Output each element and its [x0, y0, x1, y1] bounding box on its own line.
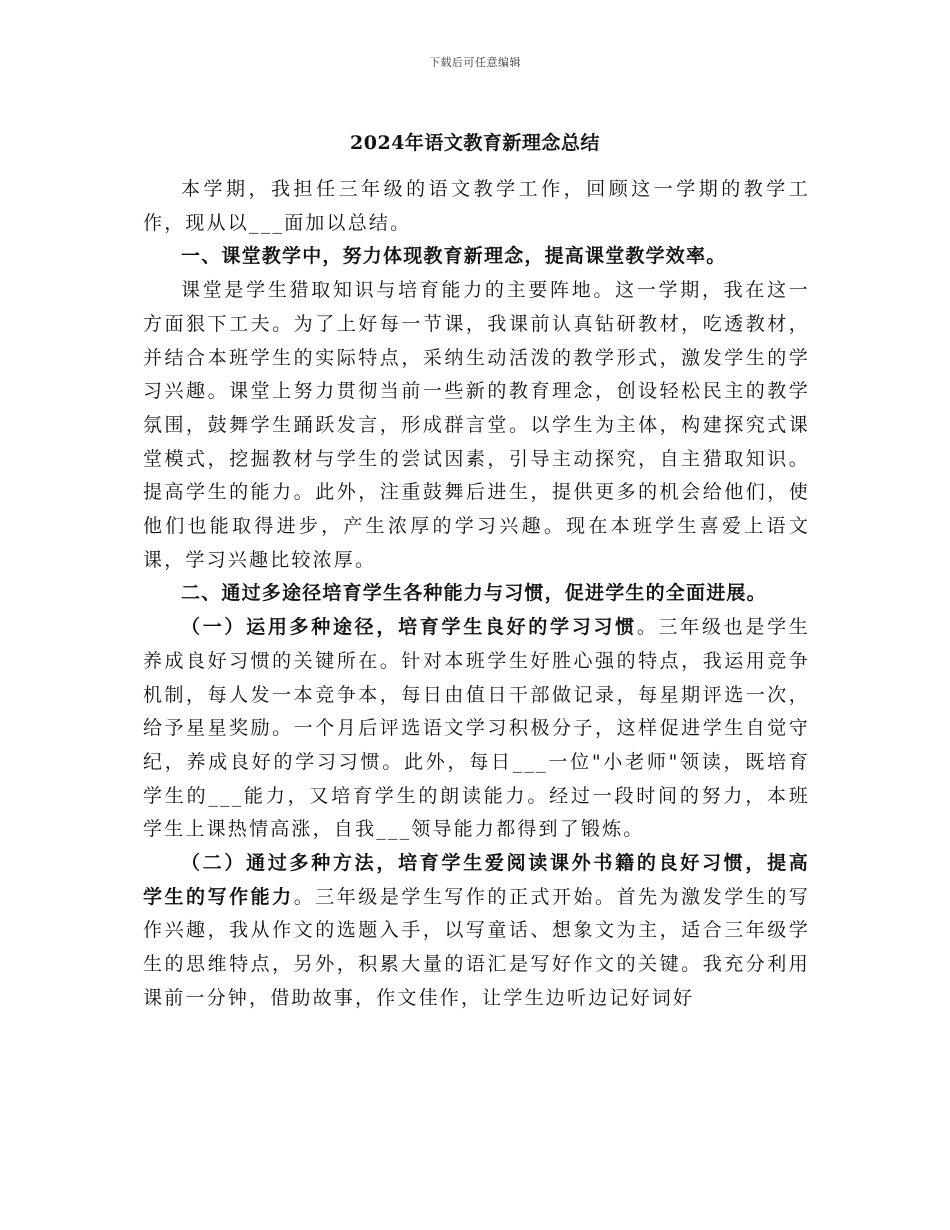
section-2-sub-2-paragraph — [143, 847, 810, 1016]
intro-paragraph: 本学期，我担任三年级的语文教学工作，回顾这一学期的教学工作，现从以___面加以总结。 — [143, 178, 810, 234]
section-2-heading: 二、通过多途径培育学生各种能力与习惯，促进学生的全面进展。 — [181, 582, 767, 605]
section-2-sub-1-text: 。三年级也是学生养成良好习惯的关键所在。针对本班学生好胜心强的特点，我运用竞争机制，每人发一本竞争本，每日由值日干部做记录，每星期评选一次，给予星星奖励。一个月后评选语文学习积极分子，这样促进学生自觉守纪，养成良好的学习习惯。此外，每日___一位"小老师"领读，既培育学生的___能力，又培育学生的朗读能力。经过一段时间的努力，本班学生上课热情高涨，自我___领导能力都得到了锻炼。 — [143, 616, 810, 841]
document-title: 2024年语文教育新理念总结 — [350, 132, 600, 154]
section-2-sub-2-text: 。三年级是学生写作的正式开始。首先为激发学生的写作兴趣，我从作文的选题入手，以写童话、想象文为主，适合三年级学生的思维特点，另外，积累大量的语汇是写好作文的关键。我充分利用课前一分钟，借助故事，作文佳作，让学生边听边记好词好 — [143, 885, 810, 1009]
section-2-sub-2-lead: （二）通过多种方法，培育学生爱阅读课外书籍的良好习惯，提高学生的写作能力 — [143, 852, 810, 908]
page-header: 下载后可任意编辑 — [429, 56, 521, 69]
section-2-sub-1-lead: （一）运用多种途径，培育学生良好的学习习惯 — [181, 616, 637, 639]
section-1-heading: 一、课堂教学中，努力体现教育新理念，提高课堂教学效率。 — [181, 245, 727, 268]
document-body — [143, 173, 810, 1016]
section-1-paragraph: 课堂是学生猎取知识与培育能力的主要阵地。这一学期，我在这一方面狠下工夫。为了上好每一节课，我课前认真钻研教材，吃透教材，并结合本班学生的实际特点，采纳生动活泼的教学形式，激发学生的学习兴趣。课堂上努力贯彻当前一些新的教育理念，创设轻松民主的教学氛围，鼓舞学生踊跃发言，形成群言堂。以学生为主体，构建探究式课堂模式，挖掘教材与学生的尝试因素，引导主动探究，自主猎取知识。提高学生的能力。此外，注重鼓舞后进生，提供更多的机会给他们，使他们也能取得进步，产生浓厚的学习兴趣。现在本班学生喜爱上语文课，学习兴趣比较浓厚。 — [143, 279, 810, 571]
section-2-sub-1-paragraph — [143, 611, 810, 847]
